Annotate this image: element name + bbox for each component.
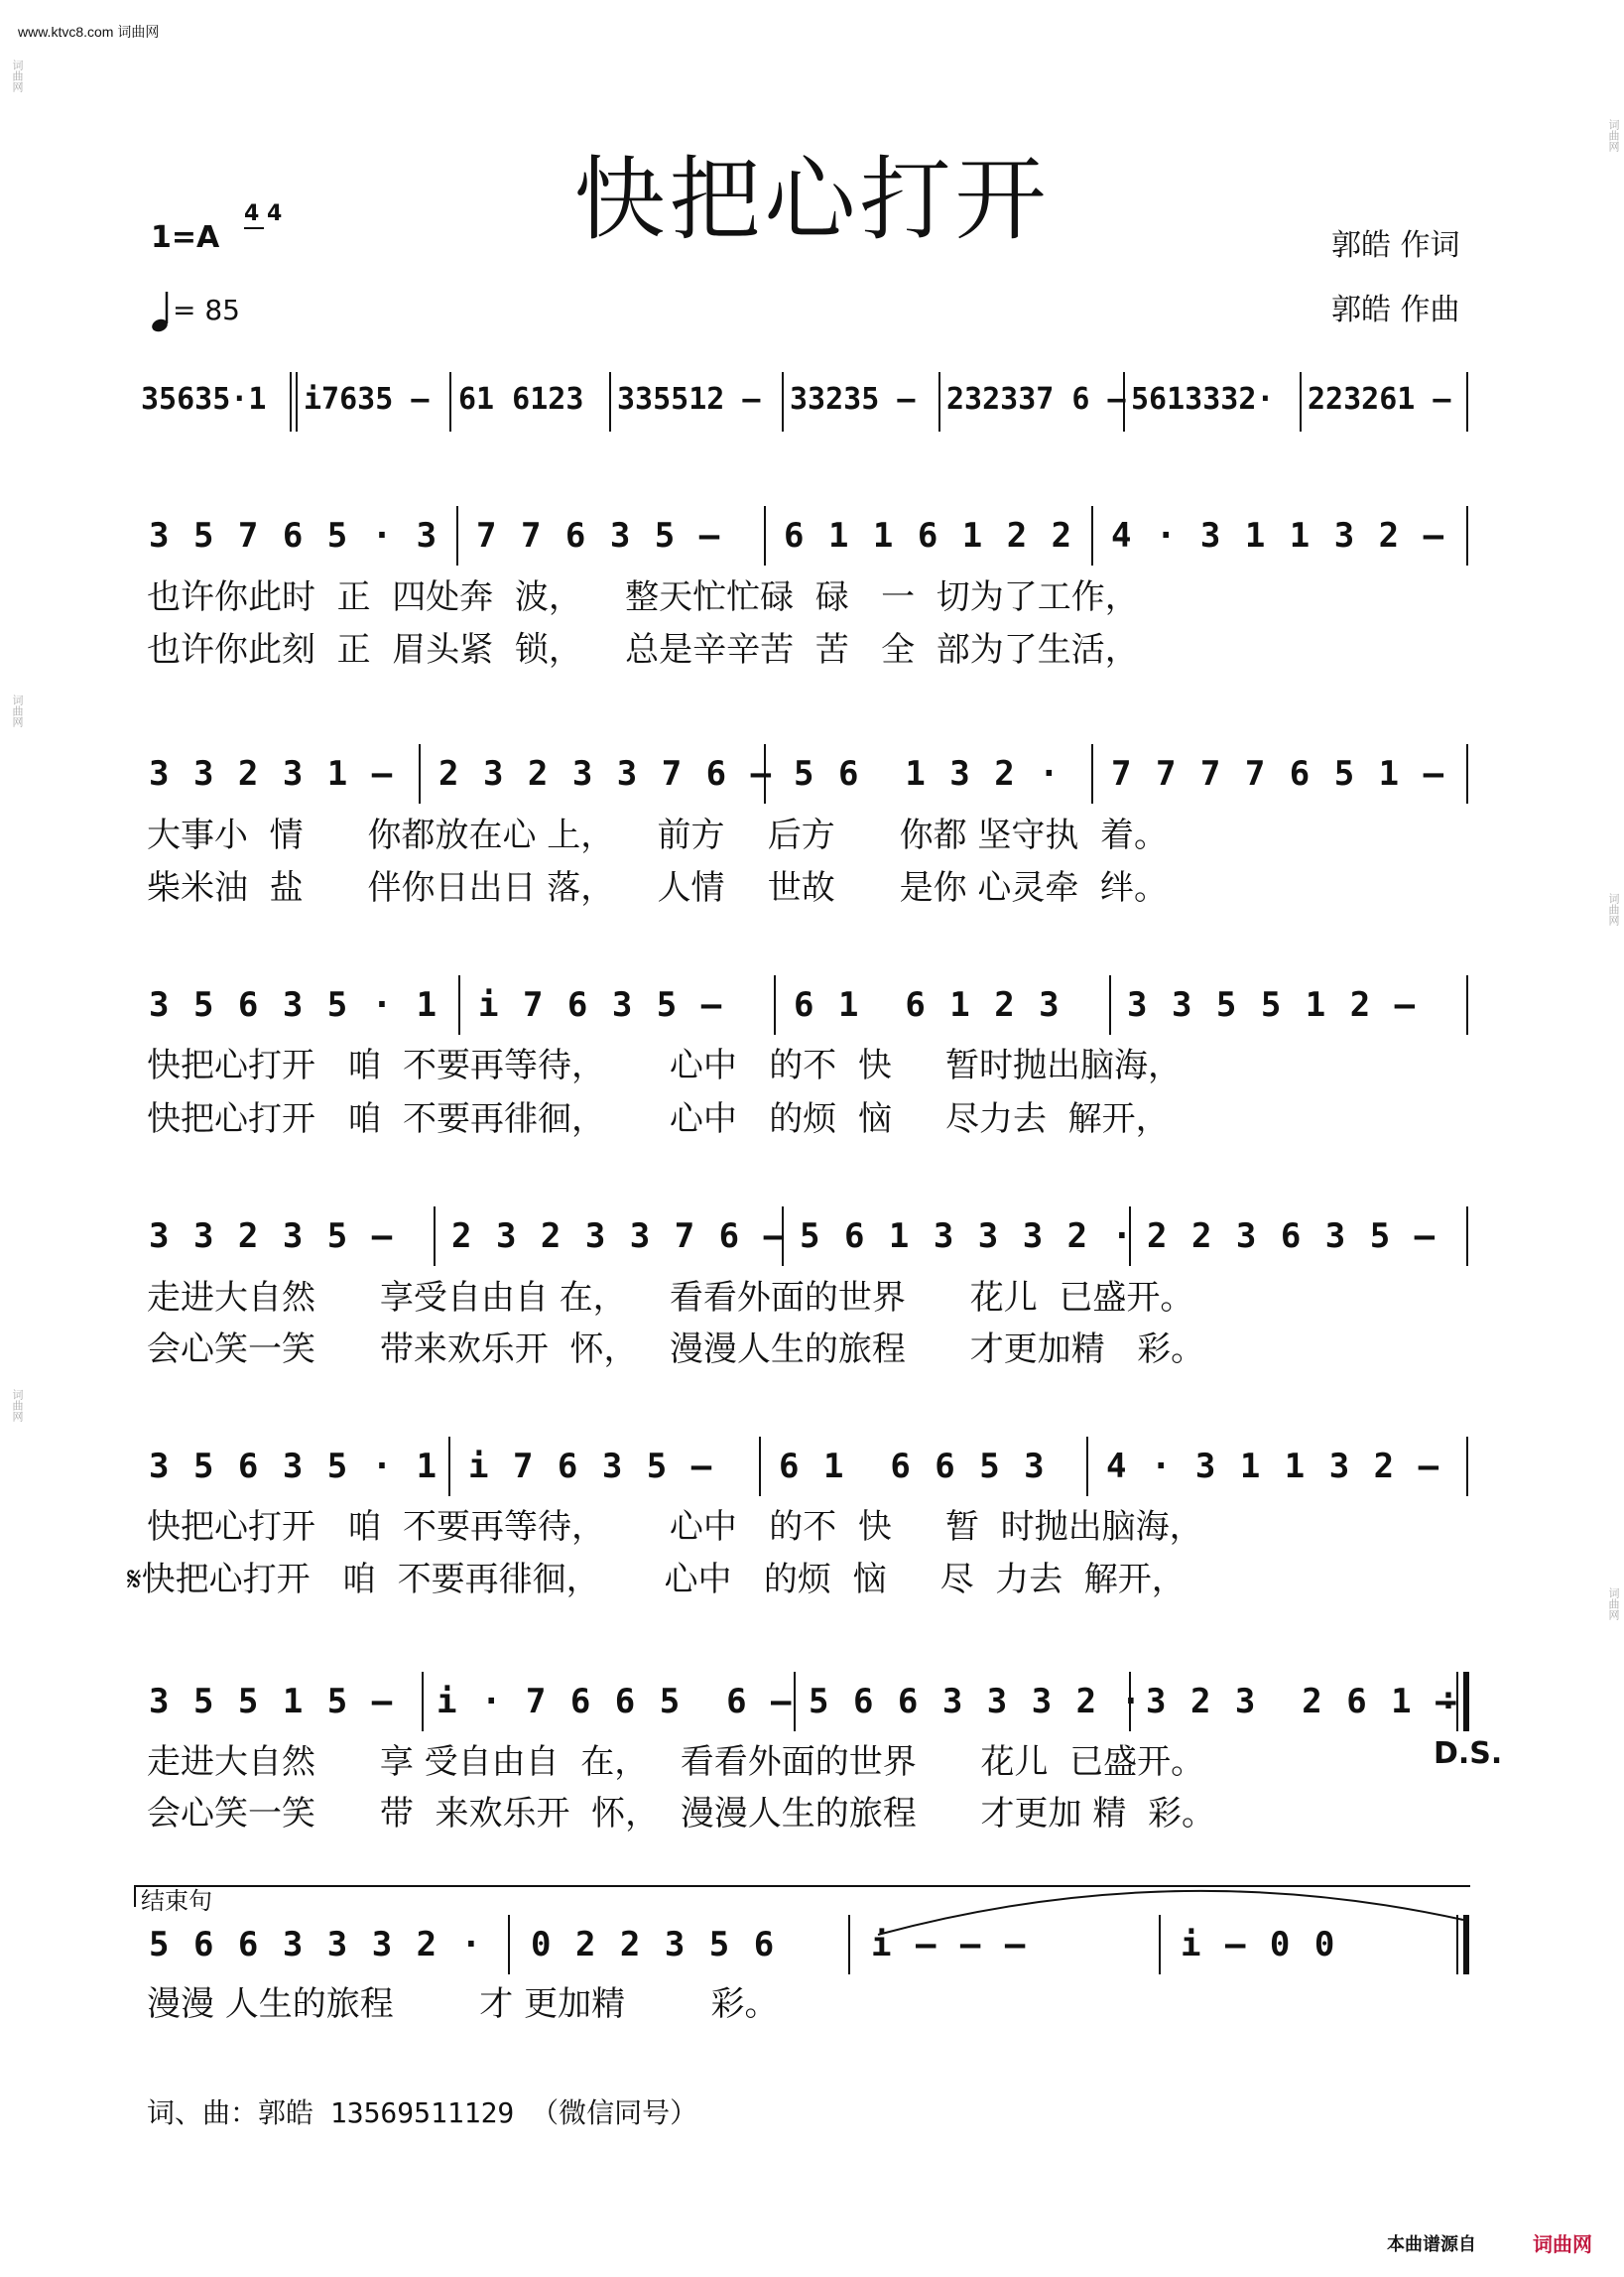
measure: 61 6123 xyxy=(458,382,584,417)
score-row-3 xyxy=(139,975,1468,1035)
measure: 3 5 6 3 5 · 1 xyxy=(149,985,439,1025)
composer-credit: 郭皓 作曲 xyxy=(1331,293,1460,327)
measure: 3 5 5 1 5 – xyxy=(149,1682,395,1721)
lyric-line: 漫漫 人生的旅程 才 更加精 彩。 xyxy=(147,1984,779,2024)
lyric-line: 大事小 情 你都放在心 上， 前方 后方 你都 坚守执 着。 xyxy=(147,816,1168,855)
edge-watermark-left: 词曲网 xyxy=(11,60,24,92)
time-signature-top: 4 xyxy=(244,201,260,226)
measure: 2 3 2 3 3 7 6 – xyxy=(451,1216,787,1256)
measure: 5 6 6 3 3 3 2 · xyxy=(809,1682,1144,1721)
edge-watermark-right: 词曲网 xyxy=(1607,119,1620,152)
measure: 4 · 3 1 1 3 2 – xyxy=(1111,516,1446,556)
measure: 223261 – xyxy=(1308,382,1451,417)
measure: 7 7 6 3 5 – xyxy=(476,516,722,556)
measure: 5613332· xyxy=(1131,382,1275,417)
lyric-line: 会心笑一笑 带 来欢乐开 怀， 漫漫人生的旅程 才更加 精 彩。 xyxy=(147,1794,1215,1834)
quarter-note-icon xyxy=(151,290,173,333)
lyric-line: 走进大自然 享 受自由自 在， 看看外面的世界 花儿 已盛开。 xyxy=(147,1742,1205,1782)
score-row-4 xyxy=(139,1206,1468,1266)
measure: 2 2 3 6 3 5 – xyxy=(1147,1216,1437,1256)
measure: 7 7 7 7 6 5 1 – xyxy=(1111,754,1446,794)
measure: 33235 – xyxy=(790,382,916,417)
tempo-value: = 85 xyxy=(173,294,240,326)
measure: i7635 – xyxy=(304,382,430,417)
measure: 35635·1 xyxy=(141,382,267,417)
edge-watermark-left: 词曲网 xyxy=(11,1389,24,1422)
lyric-line: 快把心打开 咱 不要再等待， 心中 的不 快 暂 时抛出脑海， xyxy=(147,1507,1203,1547)
measure: 3 3 2 3 5 – xyxy=(149,1216,395,1256)
edge-watermark-right: 词曲网 xyxy=(1607,1587,1620,1620)
tempo-marking xyxy=(151,290,240,333)
lyric-line: 也许你此刻 正 眉头紧 锁， 总是辛辛苦 苦 全 部为了生活， xyxy=(147,630,1139,670)
score-row-ending xyxy=(139,1915,1468,1974)
measure: 335512 – xyxy=(617,382,761,417)
source-note: 本曲谱源自 xyxy=(1387,2234,1476,2255)
lyricist-credit: 郭皓 作词 xyxy=(1331,228,1460,263)
song-title: 快把心打开 xyxy=(573,147,1051,253)
edge-watermark-right: 词曲网 xyxy=(1607,893,1620,926)
measure: i · 7 6 6 5 6 – xyxy=(437,1682,794,1721)
dal-segno-marking: D.S. xyxy=(1434,1736,1503,1771)
measure: 3 5 6 3 5 · 1 xyxy=(149,1447,439,1486)
time-signature-bottom: 4 xyxy=(266,201,283,226)
measure: 6 1 6 1 2 3 xyxy=(794,985,1062,1025)
measure: 5 6 6 3 3 3 2 · xyxy=(149,1925,484,1964)
lyric-line: 也许你此时 正 四处奔 波， 整天忙忙碌 碌 一 切为了工作， xyxy=(147,577,1139,617)
lyric-line: 𝄋快把心打开 咱 不要再徘徊， 心中 的烦 恼 尽 力去 解开， xyxy=(127,1560,1186,1599)
time-signature xyxy=(244,202,282,226)
measure: 2 3 2 3 3 7 6 – xyxy=(438,754,774,794)
measure: 6 1 6 6 5 3 xyxy=(779,1447,1047,1486)
measure: i – 0 0 xyxy=(1181,1925,1337,1964)
lyric-line: 快把心打开 咱 不要再等待， 心中 的不 快 暂时抛出脑海， xyxy=(147,1046,1182,1085)
edge-watermark-left: 词曲网 xyxy=(11,695,24,727)
measure: 4 · 3 1 1 3 2 – xyxy=(1106,1447,1441,1486)
site-url: www.ktvc8.com 词曲网 xyxy=(18,24,160,40)
key-signature: 1=A xyxy=(151,220,220,255)
lyric-line: 快把心打开 咱 不要再徘徊， 心中 的烦 恼 尽力去 解开， xyxy=(147,1099,1170,1139)
measure: 3 3 2 3 1 – xyxy=(149,754,395,794)
credit-contact: 词、曲：郭皓 13569511129 （微信同号） xyxy=(147,2096,698,2129)
ending-label: 结束句 xyxy=(141,1887,212,1915)
measure: 232337 6 – xyxy=(946,382,1126,417)
lyric-line: 柴米油 盐 伴你日出日 落， 人情 世故 是你 心灵牵 绊。 xyxy=(147,868,1168,908)
measure: i 7 6 3 5 – xyxy=(468,1447,714,1486)
measure: 3 2 3 2 6 1 – xyxy=(1146,1682,1458,1721)
measure: 3 3 5 5 1 2 – xyxy=(1127,985,1418,1025)
score-row-2 xyxy=(139,744,1468,804)
measure: 5 6 1 3 3 3 2 · xyxy=(800,1216,1135,1256)
measure: 5 6 1 3 2 · xyxy=(794,754,1062,794)
score-row-5 xyxy=(139,1437,1468,1496)
score-row-1 xyxy=(139,506,1468,566)
score-row-intro xyxy=(139,372,1468,432)
lyric-line: 走进大自然 享受自由自 在， 看看外面的世界 花儿 已盛开。 xyxy=(147,1278,1194,1318)
measure: i – – – xyxy=(871,1925,1028,1964)
source-site-logo[interactable]: 词曲网 xyxy=(1533,2232,1592,2256)
measure: 6 1 1 6 1 2 2 xyxy=(784,516,1074,556)
score-row-6 xyxy=(139,1672,1468,1731)
lyric-line: 会心笑一笑 带来欢乐开 怀， 漫漫人生的旅程 才更加精 彩。 xyxy=(147,1329,1205,1369)
measure: 0 2 2 3 5 6 xyxy=(531,1925,777,1964)
measure: 3 5 7 6 5 · 3 xyxy=(149,516,439,556)
measure: i 7 6 3 5 – xyxy=(478,985,724,1025)
